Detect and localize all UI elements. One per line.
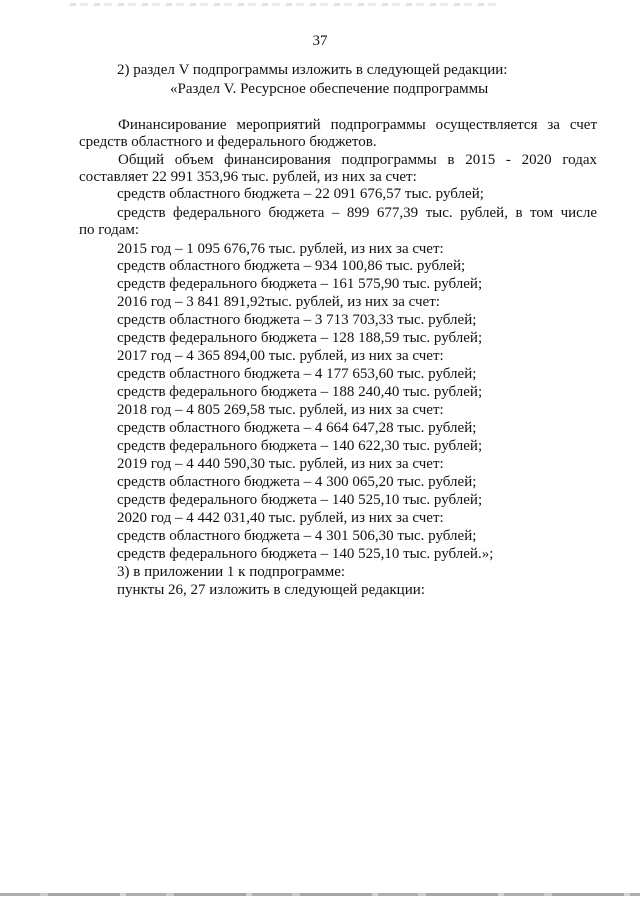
year-2020-federal: средств федерального бюджета – 140 525,10 тыс. рублей.»;	[117, 546, 494, 562]
regional-total: средств областного бюджета – 22 091 676,57 тыс. рублей;	[117, 186, 484, 202]
federal-total-line-2: по годам:	[79, 222, 140, 238]
year-2018-total: 2018 год – 4 805 269,58 тыс. рублей, из них за счет:	[117, 402, 444, 418]
appendix-instruction: 3) в приложении 1 к подпрограмме:	[117, 564, 346, 580]
year-2020-regional: средств областного бюджета – 4 301 506,30 тыс. рублей;	[117, 528, 477, 544]
total-line-1: Общий объем финансирования подпрограммы в 2015 - 2020 годах	[118, 152, 597, 168]
year-2015-federal: средств федерального бюджета – 161 575,90 тыс. рублей;	[117, 276, 483, 292]
year-2015-regional: средств областного бюджета – 934 100,86 тыс. рублей;	[117, 258, 466, 274]
year-2016-federal: средств федерального бюджета – 128 188,59 тыс. рублей;	[117, 330, 483, 346]
intro-line-1: Финансирование мероприятий подпрограммы осуществляется за счет	[118, 117, 597, 133]
year-2017-federal: средств федерального бюджета – 188 240,40 тыс. рублей;	[117, 384, 483, 400]
page-number: 37	[312, 33, 328, 49]
year-2018-federal: средств федерального бюджета – 140 622,30 тыс. рублей;	[117, 438, 483, 454]
year-2018-regional: средств областного бюджета – 4 664 647,28 тыс. рублей;	[117, 420, 477, 436]
federal-total-line-1: средств федерального бюджета – 899 677,39 тыс. рублей, в том числе	[117, 205, 597, 221]
year-2019-regional: средств областного бюджета – 4 300 065,20 тыс. рублей;	[117, 474, 477, 490]
points-instruction: пункты 26, 27 изложить в следующей редакции:	[117, 582, 425, 598]
year-2020-total: 2020 год – 4 442 031,40 тыс. рублей, из них за счет:	[117, 510, 444, 526]
intro-line-2: средств областного и федерального бюджетов.	[79, 134, 377, 150]
section-title: «Раздел V. Ресурсное обеспечение подпрограммы	[170, 81, 489, 97]
scan-artifact-top	[70, 3, 500, 6]
year-2016-total: 2016 год – 3 841 891,92тыс. рублей, из них за счет:	[117, 294, 440, 310]
year-2016-regional: средств областного бюджета – 3 713 703,33 тыс. рублей;	[117, 312, 477, 328]
total-line-2: составляет 22 991 353,96 тыс. рублей, из них за счет:	[79, 169, 417, 185]
year-2017-regional: средств областного бюджета – 4 177 653,60 тыс. рублей;	[117, 366, 477, 382]
year-2019-federal: средств федерального бюджета – 140 525,10 тыс. рублей;	[117, 492, 483, 508]
scan-artifact-bottom	[0, 893, 640, 896]
year-2015-total: 2015 год – 1 095 676,76 тыс. рублей, из них за счет:	[117, 241, 444, 257]
year-2017-total: 2017 год – 4 365 894,00 тыс. рублей, из них за счет:	[117, 348, 444, 364]
year-2019-total: 2019 год – 4 440 590,30 тыс. рублей, из них за счет:	[117, 456, 444, 472]
section-instruction: 2) раздел V подпрограммы изложить в следующей редакции:	[117, 62, 508, 78]
